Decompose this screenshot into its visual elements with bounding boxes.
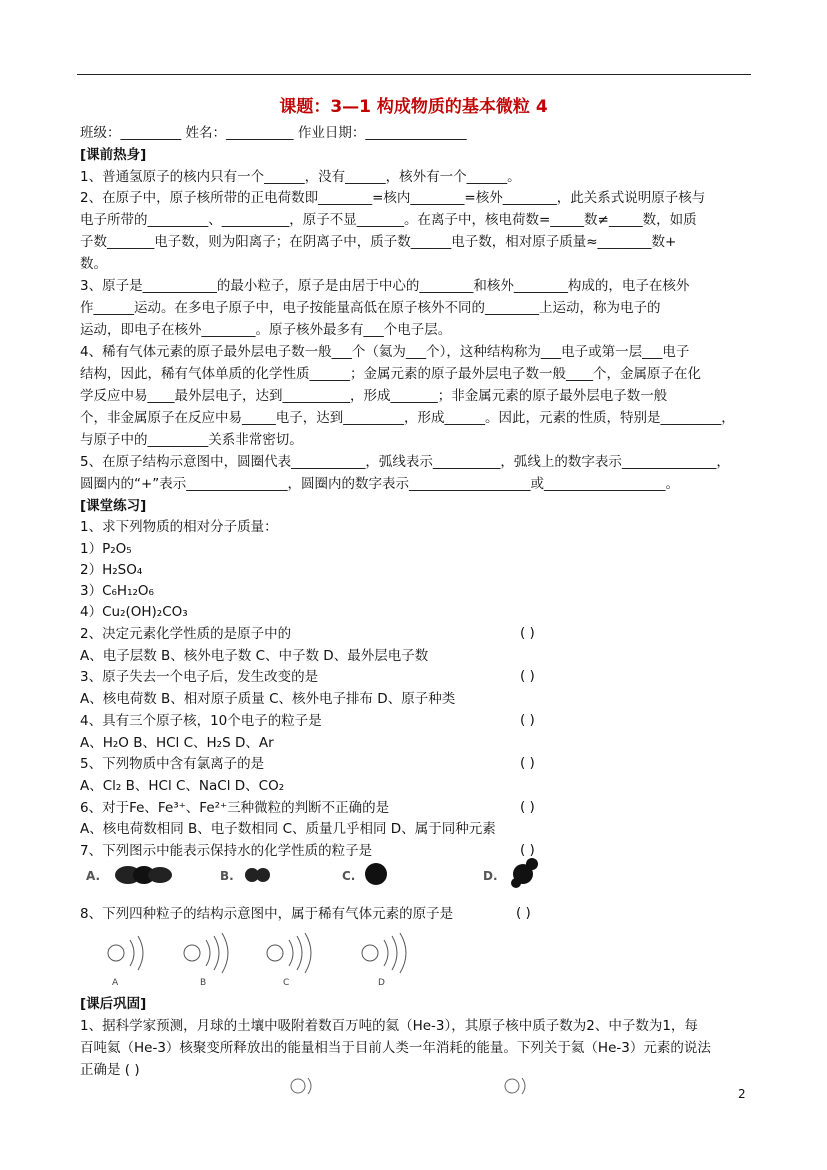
molecule-a-atom: [148, 867, 172, 883]
shell-arc: [305, 933, 311, 973]
warmup-q4-line5: 与原子中的_________关系非常密切。: [80, 432, 303, 448]
molecule-label-c: C.: [342, 869, 356, 883]
molecule-options-figure: [80, 858, 560, 892]
nucleus-c: [267, 945, 283, 961]
answer-paren: ( ): [520, 625, 535, 641]
practice-q6-options: A、核电荷数相同 B、电子数相同 C、质量几乎相同 D、属于同种元素: [80, 821, 496, 837]
atom-label-c: C: [283, 978, 290, 988]
molecule-label-a: A.: [86, 869, 101, 883]
warmup-q3-line1: 3、原子是___________的最小粒子，原子是由居于中心的________和核外________构成的，电子在核外: [80, 278, 690, 294]
warmup-q4-line1: 4、稀有气体元素的原子最外层电子数一般___个（氦为___个），这种结构称为___电子或第一层___电子: [80, 344, 690, 360]
atom-label-b: B: [200, 978, 207, 988]
practice-q1: 1、求下列物质的相对分子质量：: [80, 519, 278, 535]
atom-label-a: A: [112, 978, 119, 988]
shell-arc: [206, 940, 210, 966]
molecule-c-atom: [365, 863, 387, 885]
practice-q3: 3、原子失去一个电子后，发生改变的是: [80, 669, 319, 685]
practice-q5: 5、下列物质中含有氯离子的是: [80, 756, 265, 772]
he-nucleus: [505, 1079, 519, 1093]
warmup-q2-line2: 电子所带的_________、__________，原子不显_______。在离子中，核电荷数=_____数≠_____数，如质: [80, 212, 697, 228]
nucleus-a: [108, 945, 124, 961]
shell-arc: [130, 940, 134, 966]
student-info-line: 班级：_________ 姓名：__________ 作业日期：_______________: [80, 125, 467, 141]
practice-q7: 7、下列图示中能表示保持水的化学性质的粒子是: [80, 843, 373, 859]
practice-q8: 8、下列四种粒子的结构示意图中，属于稀有气体元素的原子是: [80, 906, 454, 922]
answer-paren: ( ): [520, 668, 535, 684]
practice-q1-a: 1）P₂O₅: [80, 541, 132, 557]
practice-q2-options: A、电子层数 B、核外电子数 C、中子数 D、最外层电子数: [80, 648, 429, 664]
shell-arc: [214, 936, 219, 970]
practice-q4-options: A、H₂O B、HCl C、H₂S D、Ar: [80, 735, 274, 751]
practice-q2: 2、决定元素化学性质的是原子中的: [80, 626, 292, 642]
shell-arc: [138, 936, 143, 970]
warmup-q1: 1、普通氢原子的核内只有一个______，没有______，核外有一个______。: [80, 169, 521, 185]
page-title: 课题：3—1 构成物质的基本微粒 4: [279, 97, 548, 117]
answer-paren: ( ): [520, 755, 535, 771]
warmup-q2-line3: 子数_______电子数，则为阳离子；在阴离子中，质子数______电子数，相对原子质量≈________数+: [80, 234, 677, 250]
practice-q3-options: A、核电荷数 B、相对原子质量 C、核外电子排布 D、原子种类: [80, 691, 456, 707]
answer-paren: ( ): [520, 712, 535, 728]
warmup-q4-line4: 个，非金属原子在反应中易_____电子，达到_________，形成______。因此，元素的性质，特别是_________，: [80, 410, 735, 426]
shell-arc: [522, 1078, 525, 1094]
practice-q1-b: 2）H₂SO₄: [80, 562, 143, 578]
molecule-label-d: D.: [483, 869, 498, 883]
warmup-q5-line2: 圆圈内的“+”表示_______________，圆圈内的数字表示__________________或__________________。: [80, 476, 680, 492]
warmup-q3-line3: 运动，即电子在核外________。原子核外最多有___个电子层。: [80, 322, 452, 338]
atom-structure-figure: [100, 928, 430, 988]
shell-arc: [392, 936, 397, 970]
review-q1-line1: 1、据科学家预测，月球的土壤中吸附着数百万吨的氦（He-3），其原子核中质子数为2、中子数为1，每: [80, 1018, 698, 1034]
page-number: 2: [738, 1087, 746, 1101]
shell-arc: [222, 933, 228, 973]
practice-q4: 4、具有三个原子核，10个电子的粒子是: [80, 713, 322, 729]
nucleus-b: [184, 945, 200, 961]
atom-label-d: D: [378, 978, 385, 988]
helium-diagrams: [286, 1074, 526, 1098]
practice-q6: 6、对于Fe、Fe³⁺、Fe²⁺三种微粒的判断不正确的是: [80, 800, 390, 816]
review-q1-line2: 百吨氦（He-3）核聚变所释放出的能量相当于目前人类一年消耗的能量。下列关于氦（He-3）元素的说法: [80, 1040, 711, 1056]
molecule-d-atom: [526, 858, 538, 870]
shell-arc: [297, 936, 302, 970]
shell-arc: [384, 940, 388, 966]
answer-paren: ( ): [520, 799, 535, 815]
practice-q1-d: 4）Cu₂(OH)₂CO₃: [80, 604, 188, 620]
warmup-q3-line2: 作______运动。在多电子原子中，电子按能量高低在原子核外不同的________上运动，称为电子的: [80, 300, 661, 316]
top-rule: [77, 74, 751, 75]
he-nucleus: [291, 1079, 305, 1093]
molecule-label-b: B.: [220, 869, 234, 883]
warmup-q4-line3: 学反应中易____最外层电子，达到__________，形成_______；非金属元素的原子最外层电子数一般: [80, 388, 668, 404]
warmup-q4-line2: 结构，因此，稀有气体单质的化学性质______；金属元素的原子最外层电子数一般____个，金属原子在化: [80, 366, 701, 382]
warmup-q5-line1: 5、在原子结构示意图中，圆圈代表___________，弧线表示__________，弧线上的数字表示______________，: [80, 454, 730, 470]
section-warmup: [课前热身]: [80, 147, 147, 163]
nucleus-d: [362, 945, 378, 961]
practice-q1-c: 3）C₆H₁₂O₆: [80, 583, 154, 599]
section-practice: [课堂练习]: [80, 498, 147, 514]
molecule-d-atom: [511, 878, 521, 888]
shell-arc: [289, 940, 293, 966]
answer-paren: ( ): [516, 905, 531, 921]
warmup-q2-line4: 数。: [80, 256, 107, 272]
review-q1-line3: 正确是 ( ): [80, 1062, 140, 1078]
shell-arc: [400, 933, 406, 973]
shell-arc: [308, 1078, 311, 1094]
answer-paren: ( ): [520, 842, 535, 858]
warmup-q2-line1: 2、在原子中，原子核所带的正电荷数即________=核内________=核外________，此关系式说明原子核与: [80, 190, 706, 206]
section-review: [课后巩固]: [80, 996, 147, 1012]
practice-q5-options: A、Cl₂ B、HCl C、NaCl D、CO₂: [80, 778, 285, 794]
molecule-b-atom: [256, 868, 270, 882]
